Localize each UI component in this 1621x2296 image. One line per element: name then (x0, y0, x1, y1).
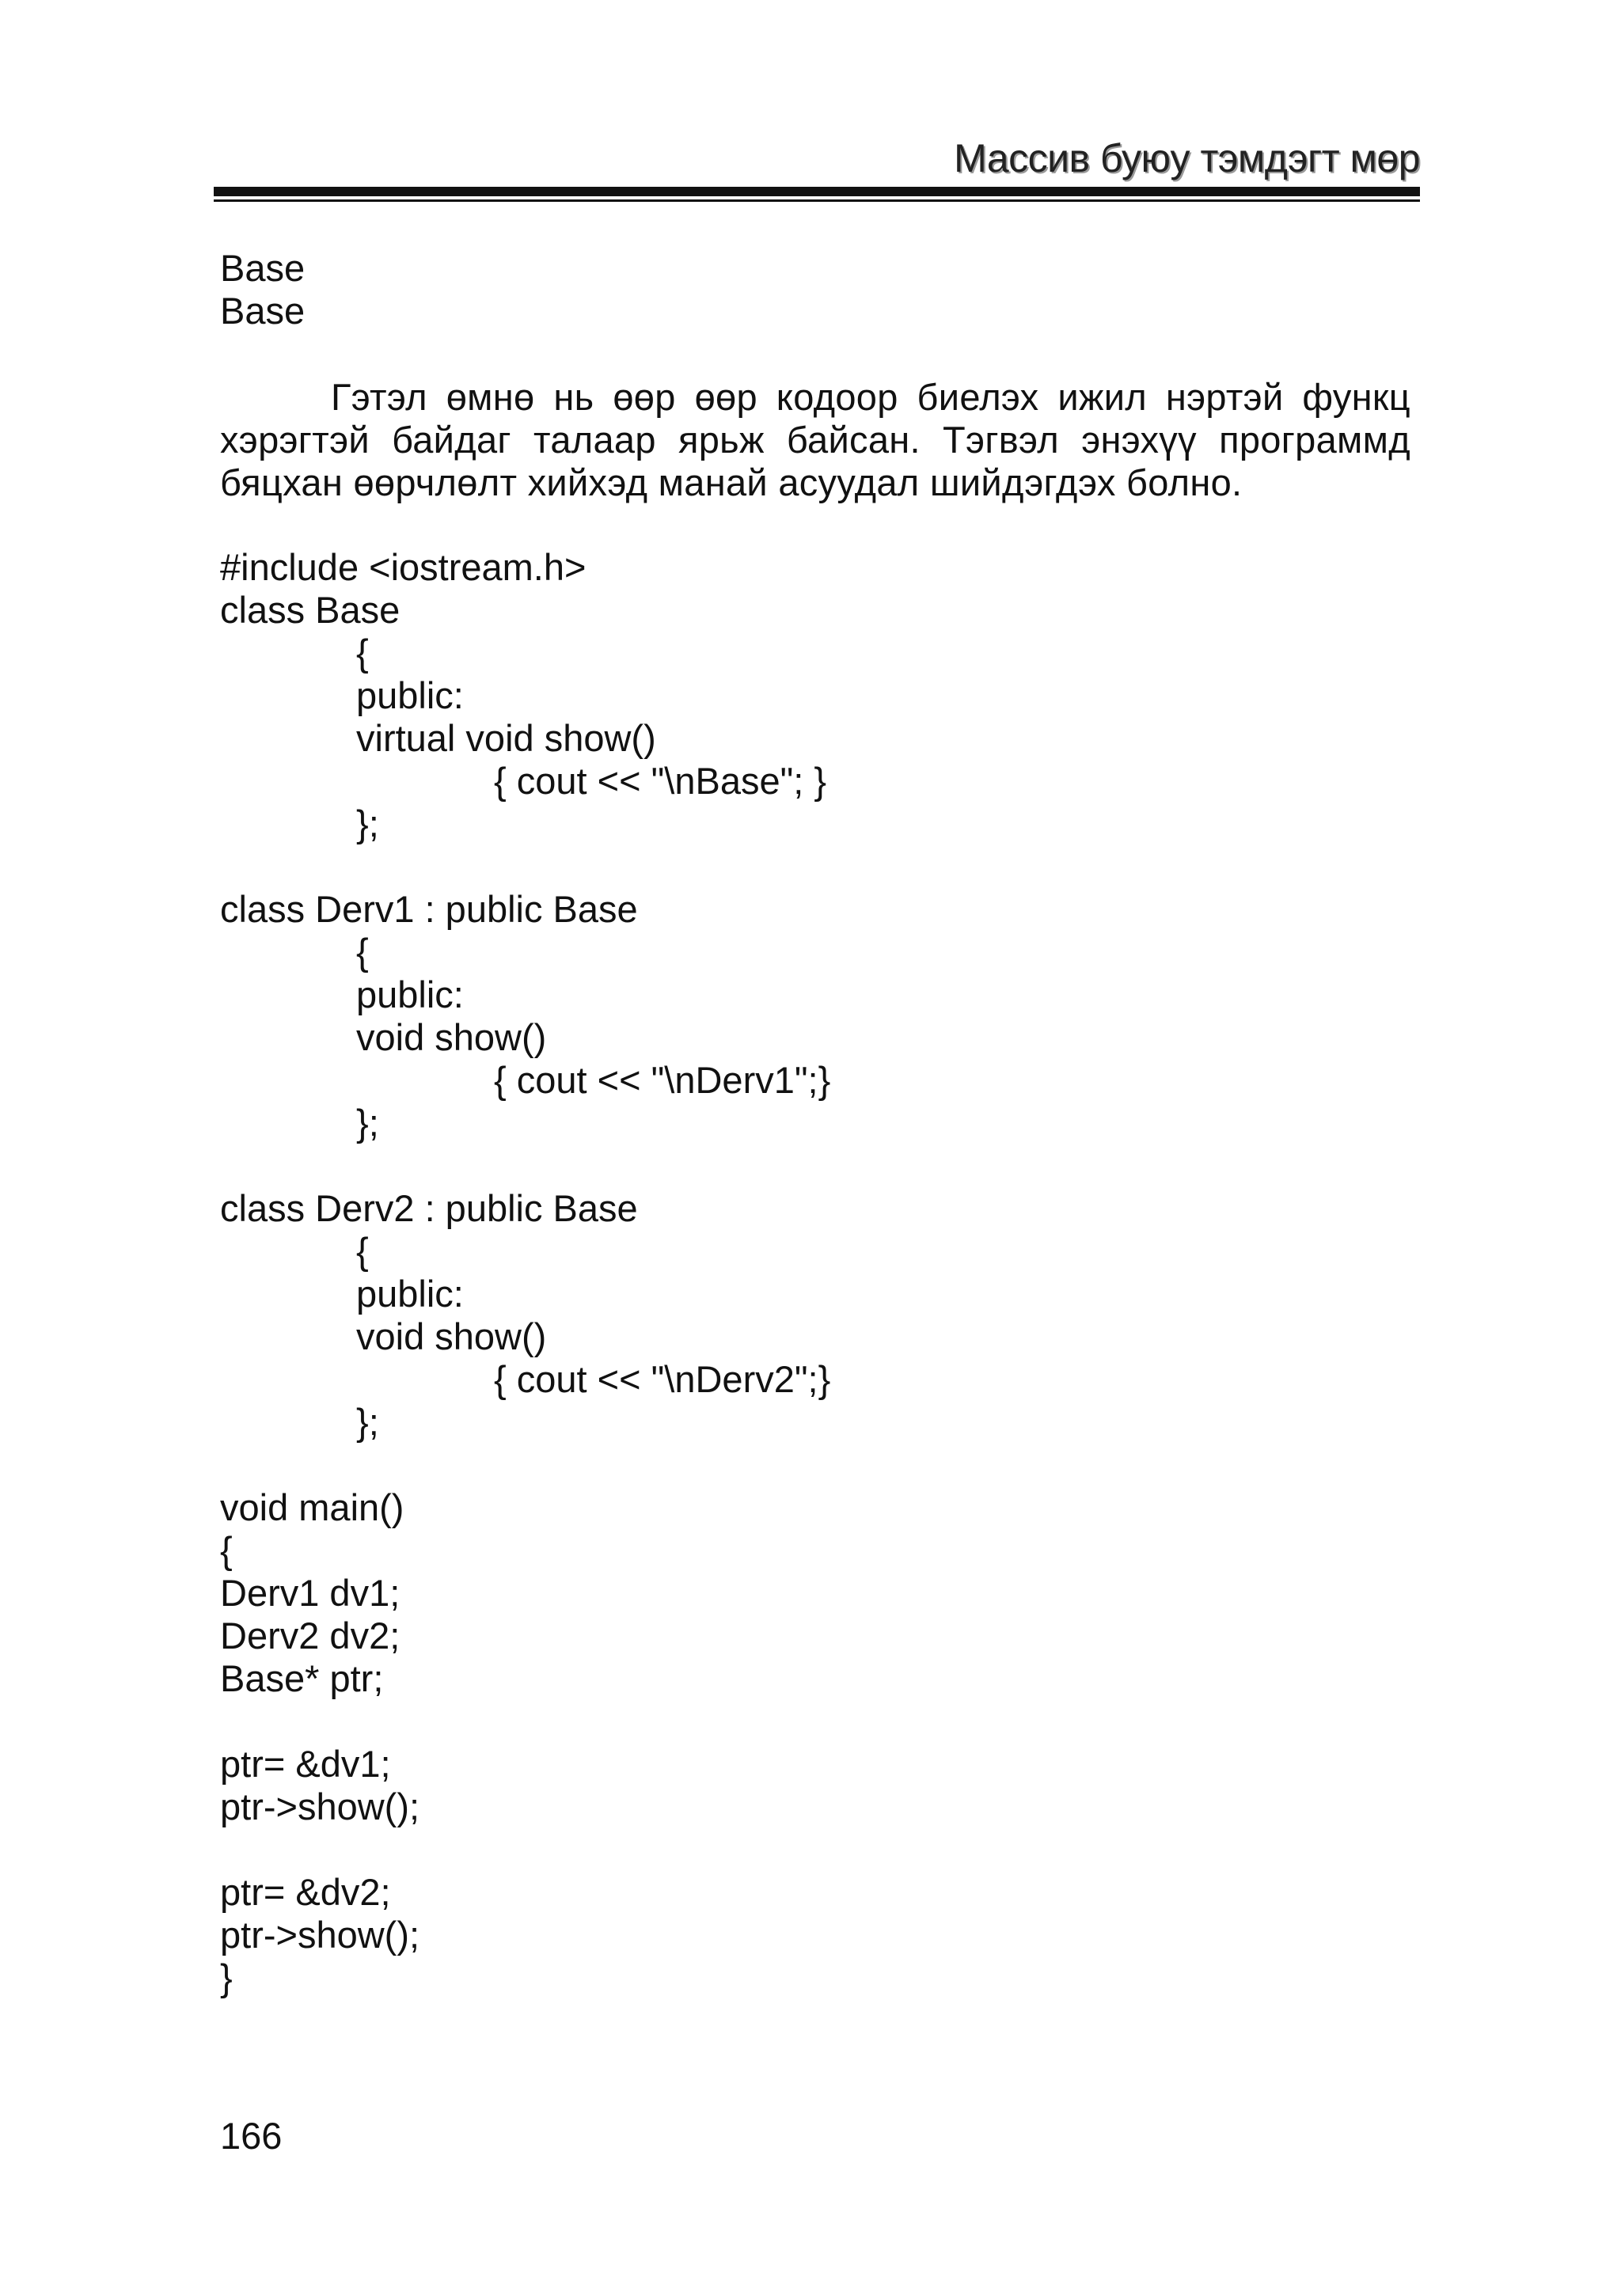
code-line: ptr= &dv1; (220, 1743, 391, 1785)
code-listing (220, 546, 1410, 1999)
code-line: class Derv1 : public Base (220, 888, 638, 930)
code-line: { cout << "\nDerv1";} (494, 1059, 831, 1101)
code-line: public: (356, 1273, 464, 1315)
code-line: { (356, 931, 369, 973)
code-line: void show() (356, 1315, 547, 1357)
code-line: class Derv2 : public Base (220, 1187, 638, 1229)
program-output (220, 247, 1410, 332)
code-line: } (220, 1956, 233, 1998)
code-line: ptr= &dv2; (220, 1871, 391, 1913)
code-line: public: (356, 973, 464, 1015)
code-line: virtual void show() (356, 717, 656, 759)
code-line: Derv2 dv2; (220, 1615, 401, 1657)
code-line: }; (356, 1401, 379, 1443)
body-paragraph: Гэтэл өмнө нь өөр өөр кодоор биелэх ижил нэртэй функц хэрэгтэй байдаг талаар ярьж байсан. Тэгвэл энэхүү программд бяцхан өөрчлөлт хийхэд манай асуудал шийдэгдэх болно. (220, 376, 1410, 503)
output-line: Base (220, 247, 306, 289)
code-line: Derv1 dv1; (220, 1572, 401, 1614)
code-line: }; (356, 803, 379, 844)
code-line: }; (356, 1102, 379, 1144)
code-line: { (356, 1230, 369, 1272)
page-number: 166 (220, 2115, 283, 2157)
code-line: void show() (356, 1016, 547, 1058)
code-blank-line (220, 1700, 1410, 1743)
code-line: class Base (220, 589, 401, 631)
code-blank-line (220, 1144, 1410, 1187)
code-line: { cout << "\nBase"; } (494, 760, 827, 802)
header-rule-thick (214, 187, 1420, 196)
code-blank-line (220, 1444, 1410, 1486)
code-line: Base* ptr; (220, 1657, 384, 1699)
code-line: { (220, 1529, 233, 1571)
output-line: Base (220, 290, 306, 332)
code-blank-line (220, 845, 1410, 888)
code-line: ptr->show(); (220, 1786, 420, 1827)
code-line: { (356, 632, 369, 674)
running-header: Массив буюу тэмдэгт мөр (954, 136, 1420, 180)
header-rule-thin (214, 199, 1420, 202)
code-line: #include <iostream.h> (220, 546, 587, 588)
code-blank-line (220, 1828, 1410, 1871)
code-line: { cout << "\nDerv2";} (494, 1358, 831, 1400)
code-line: void main() (220, 1486, 404, 1528)
code-line: public: (356, 674, 464, 716)
code-line: ptr->show(); (220, 1914, 420, 1956)
